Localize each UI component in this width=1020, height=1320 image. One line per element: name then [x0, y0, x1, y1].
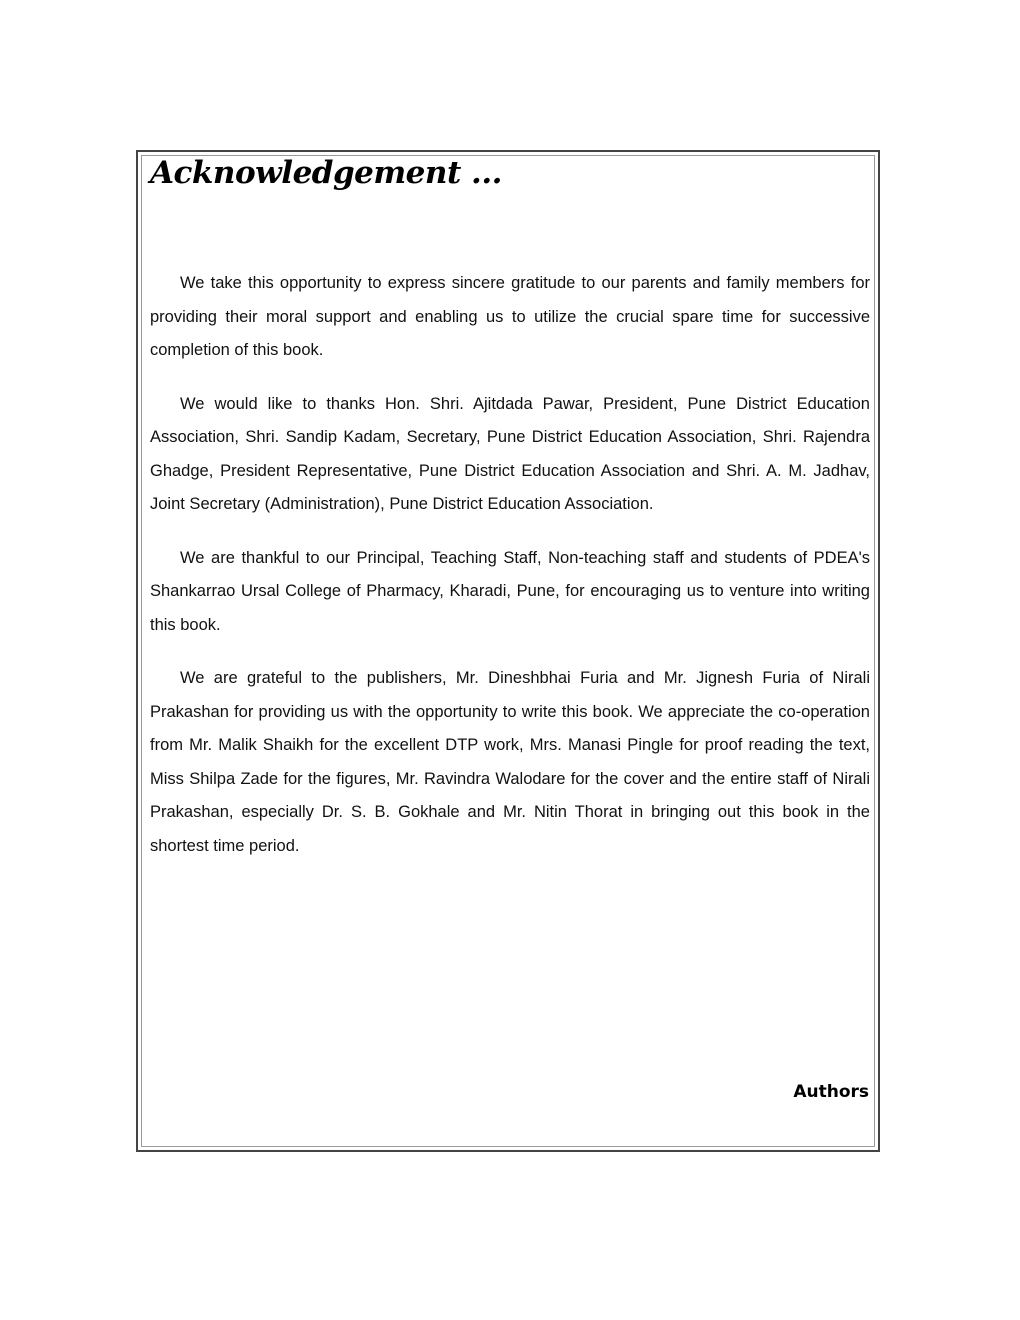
page-title: Acknowledgement ...	[150, 155, 502, 191]
paragraph-thanks-publishers: We are grateful to the publishers, Mr. Dineshbhai Furia and Mr. Jignesh Furia of Nirali Prakashan for providing us with the opportunity to write this book. We appreciate the co-operation from Mr. Malik Shaikh for the excellent DTP work, Mrs. Manasi Pingle for proof reading the text, Miss Shilpa Zade for the figures, Mr. Ravindra Walodare for the cover and the entire staff of Nirali Prakashan, especially Dr. S. B. Gokhale and Mr. Nitin Thorat in bringing out this book in the shortest time period.	[150, 669, 870, 855]
paragraph-thanks-college: We are thankful to our Principal, Teaching Staff, Non-teaching staff and students of PDEA's Shankarrao Ursal College of Pharmacy, Kharadi, Pune, for encouraging us to venture into writing this book.	[150, 548, 870, 634]
signature-authors: Authors	[793, 1082, 869, 1102]
paragraph-thanks-association: We would like to thanks Hon. Shri. Ajitdada Pawar, President, Pune District Education Association, Shri. Sandip Kadam, Secretary, Pune District Education Association, Shri. Rajendra Ghadge, President Representative, Pune District Education Association and Shri. A. M. Jadhav, Joint Secretary (Administration), Pune District Education Association.	[150, 394, 870, 513]
acknowledgement-body	[150, 267, 870, 883]
paragraph-gratitude-family: We take this opportunity to express sincere gratitude to our parents and family members for providing their moral support and enabling us to utilize the crucial spare time for successive completion of this book.	[150, 274, 870, 359]
